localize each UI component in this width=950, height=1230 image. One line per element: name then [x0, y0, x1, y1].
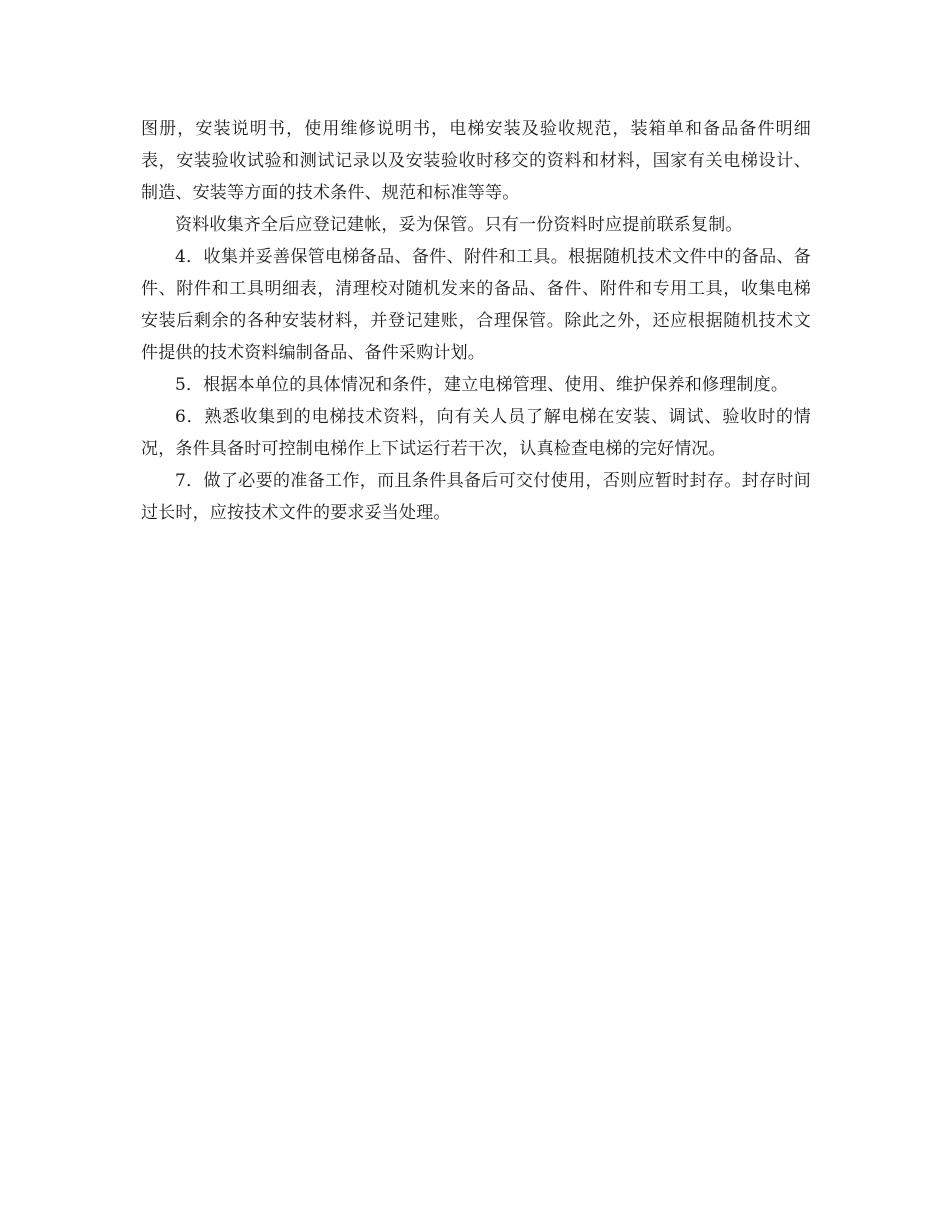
- paragraph-item-7: 7．做了必要的准备工作，而且条件具备后可交付使用，否则应暂时封存。封存时间过长时，应按技术文件的要求妥当处理。: [141, 471, 811, 523]
- paragraph-item-4: 4．收集并妥善保管电梯备品、备件、附件和工具。根据随机技术文件中的备品、备件、附件和工具明细表，清理校对随机发来的备品、备件、附件和专用工具，收集电梯安装后剩余的各种安装材料，并登记建账，合理保管。除此之外，还应根据随机技术文件提供的技术资料编制备品、备件采购计划。: [141, 247, 811, 363]
- paragraph-continuation: 图册，安装说明书，使用维修说明书，电梯安装及验收规范，装箱单和备品备件明细表，安装验收试验和测试记录以及安装验收时移交的资料和材料，国家有关电梯设计、制造、安装等方面的技术条件、规范和标准等等。: [141, 119, 811, 203]
- document-body: [141, 113, 811, 529]
- paragraph-item-5: 5．根据本单位的具体情况和条件，建立电梯管理、使用、维护保养和修理制度。: [175, 375, 789, 395]
- paragraph-item-6: 6．熟悉收集到的电梯技术资料，向有关人员了解电梯在安装、调试、验收时的情况，条件具备时可控制电梯作上下试运行若干次，认真检查电梯的完好情况。: [141, 407, 811, 459]
- paragraph-archive-note: 资料收集齐全后应登记建帐，妥为保管。只有一份资料时应提前联系复制。: [175, 215, 743, 235]
